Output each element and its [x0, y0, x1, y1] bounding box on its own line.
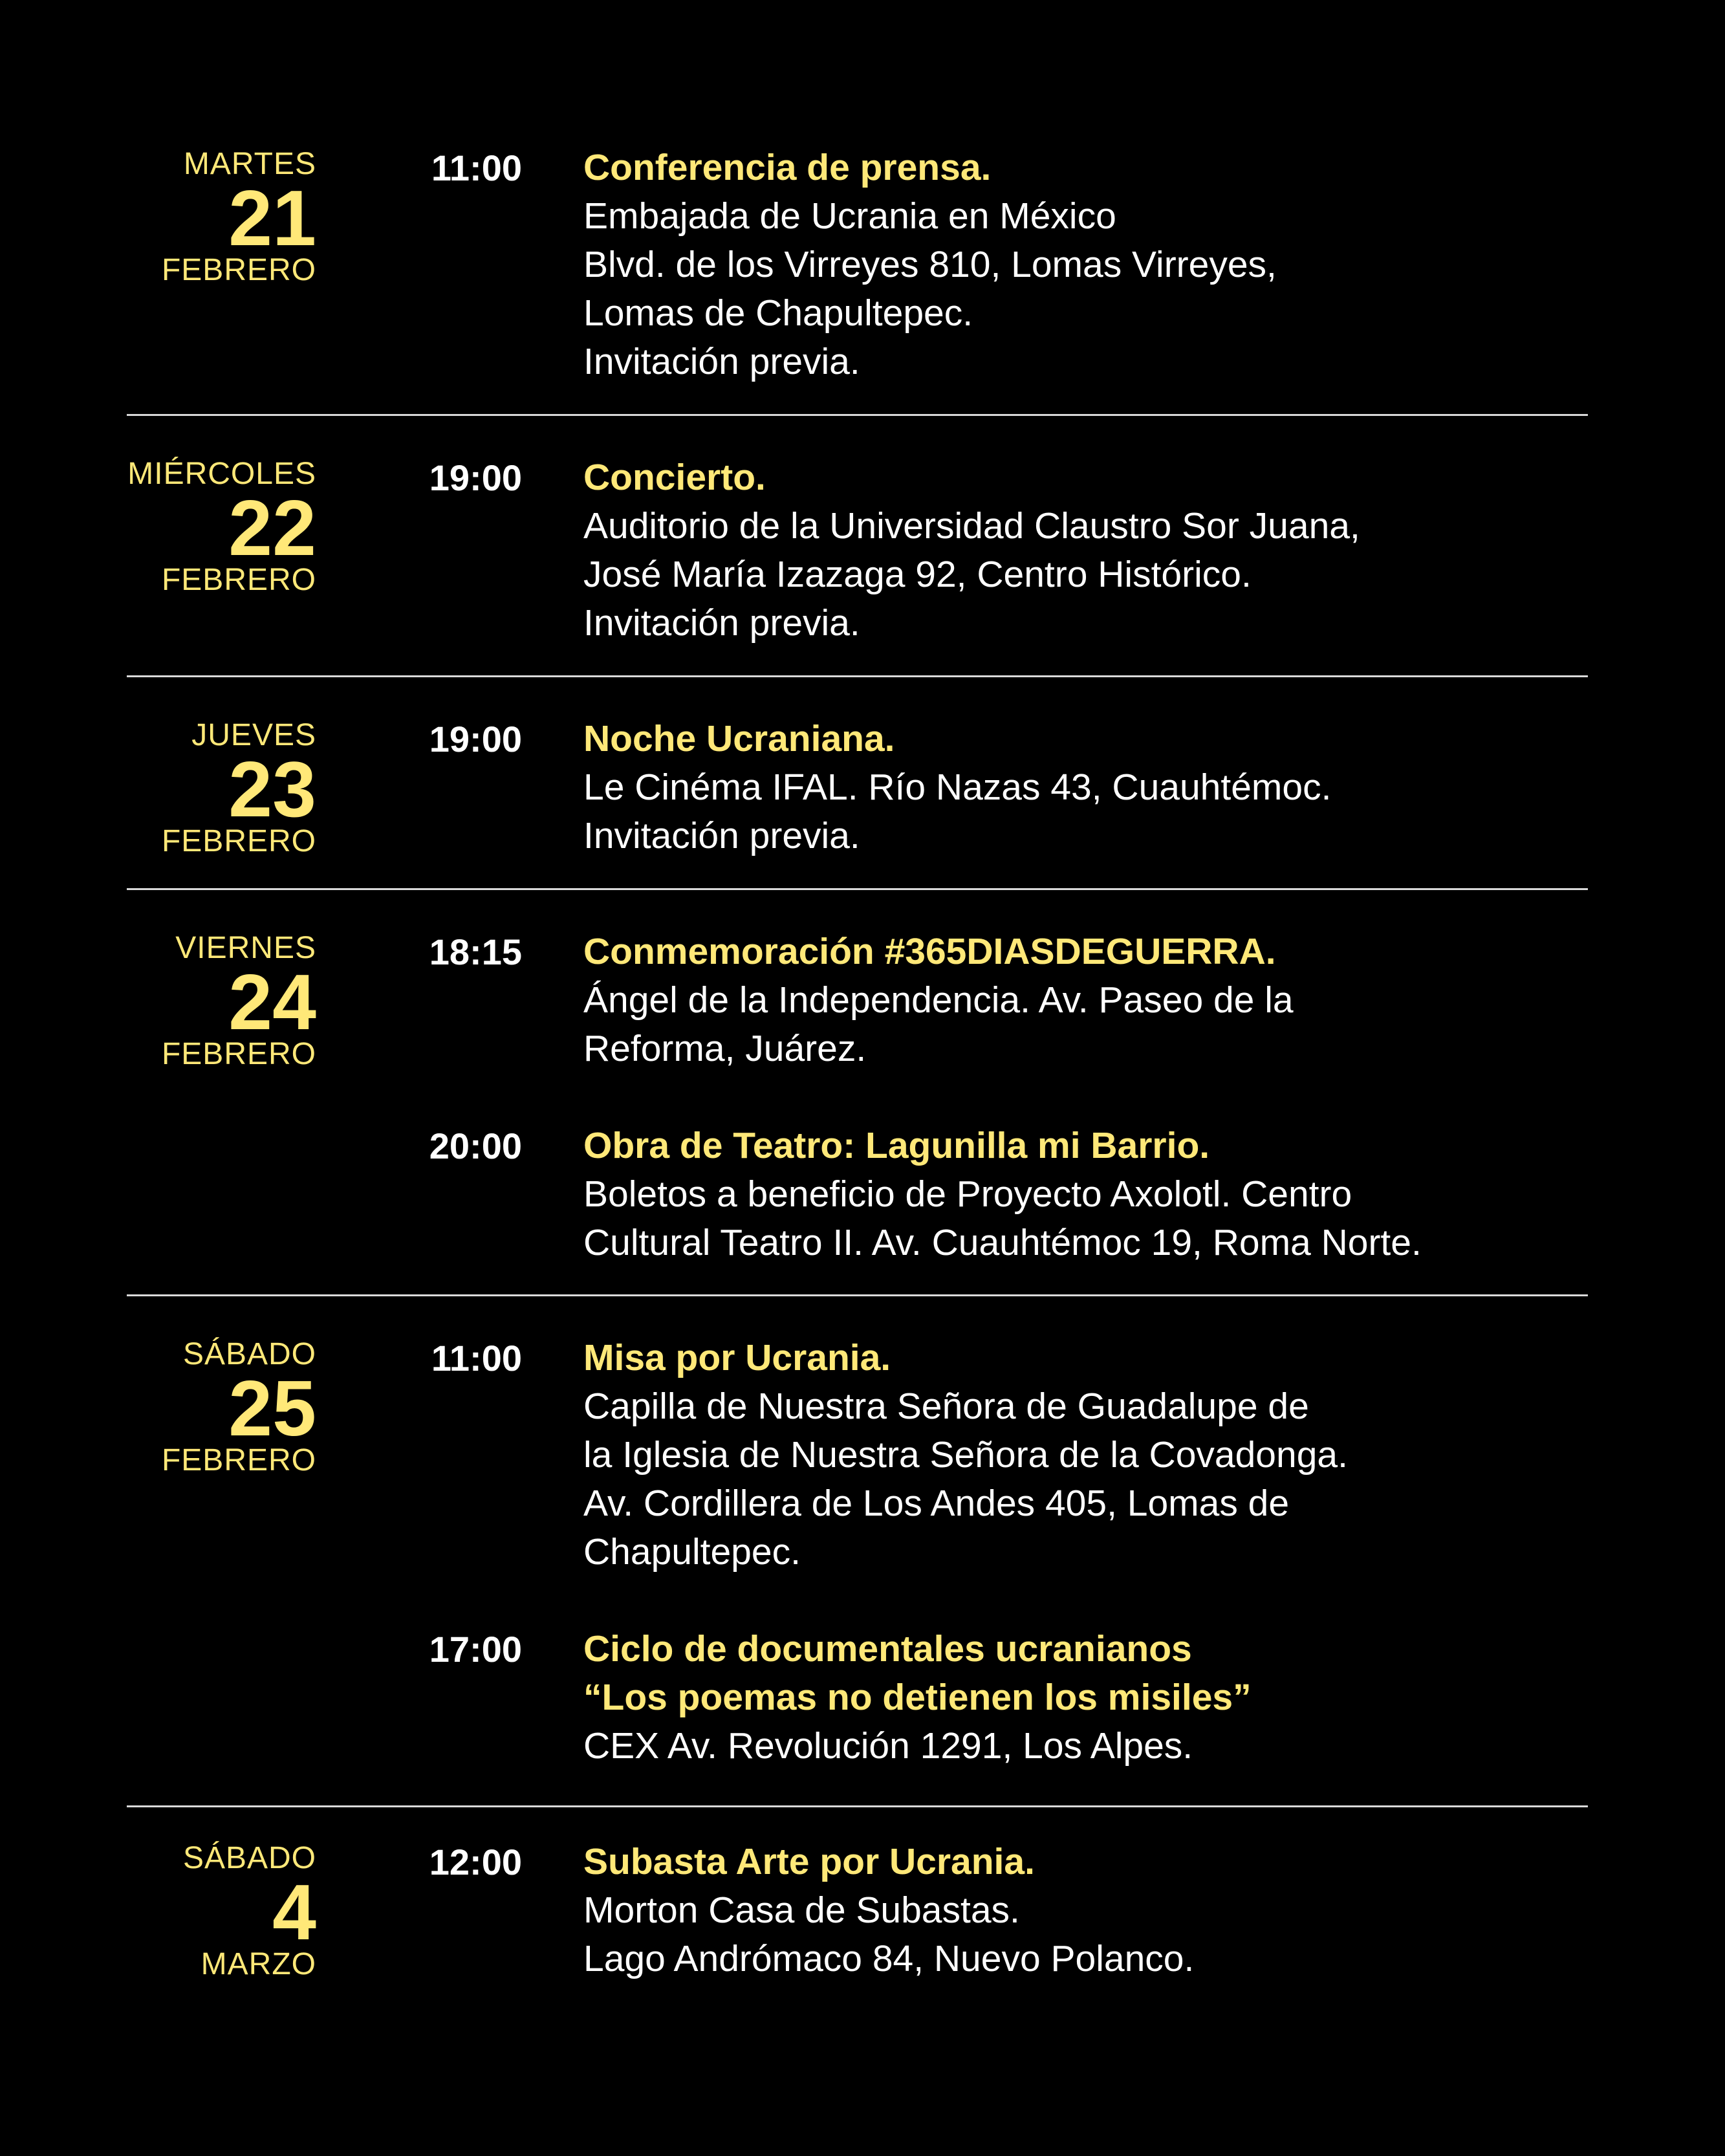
divider [127, 1805, 1588, 1807]
event-detail-line: Lago Andrómaco 84, Nuevo Polanco. [583, 1938, 1195, 1979]
event-title: Concierto. [583, 457, 766, 498]
weekday-label: SÁBADO [182, 1841, 316, 1875]
divider [127, 1294, 1588, 1296]
event-detail-line: Le Cinéma IFAL. Río Nazas 43, Cuauhtémoc. [583, 767, 1332, 808]
event-detail-line: Morton Casa de Subastas. [583, 1889, 1020, 1931]
day-number: 22 [228, 484, 316, 572]
event-detail-line: Invitación previa. [583, 602, 860, 644]
date-block [162, 149, 316, 286]
month-label: FEBRERO [161, 824, 316, 858]
event-title: Subasta Arte por Ucrania. [583, 1841, 1035, 1882]
event-title: Ciclo de documentales ucranianos [583, 1628, 1192, 1670]
event-detail-line: Chapultepec. [583, 1531, 801, 1573]
event-detail-line: Cultural Teatro II. Av. Cuauhtémoc 19, Roma Norte. [583, 1222, 1422, 1263]
event-title: Noche Ucraniana. [583, 718, 895, 759]
month-label: FEBRERO [161, 1443, 316, 1477]
month-label: FEBRERO [161, 563, 316, 597]
event-time: 17:00 [429, 1629, 522, 1670]
event-title-line-2: “Los poemas no detienen los misiles” [583, 1677, 1252, 1718]
event-detail-line: Invitación previa. [583, 815, 860, 856]
event-title: Conferencia de prensa. [583, 147, 992, 188]
date-block [183, 1843, 316, 1980]
event-detail-line: CEX Av. Revolución 1291, Los Alpes. [583, 1725, 1193, 1767]
event-detail-line: Ángel de la Independencia. Av. Paseo de la [583, 979, 1294, 1021]
day-number: 4 [272, 1868, 316, 1956]
event-detail-line: Capilla de Nuestra Señora de Guadalupe de [583, 1386, 1309, 1427]
event-title: Obra de Teatro: Lagunilla mi Barrio. [583, 1125, 1210, 1166]
day-number: 23 [228, 745, 316, 833]
event-detail-line: Auditorio de la Universidad Claustro Sor Juana, [583, 505, 1360, 547]
event-time: 11:00 [431, 147, 522, 188]
month-label: FEBRERO [161, 1037, 316, 1071]
divider [127, 888, 1588, 890]
event-detail-line: Reforma, Juárez. [583, 1028, 867, 1069]
day-number: 21 [228, 174, 316, 262]
event-time: 18:15 [429, 931, 522, 972]
event-time: 11:00 [431, 1338, 522, 1378]
day-number: 24 [228, 958, 316, 1046]
month-label: FEBRERO [161, 253, 316, 287]
event-time: 19:00 [429, 457, 522, 498]
divider [127, 675, 1588, 677]
date-block [162, 933, 316, 1070]
event-detail-line: Boletos a beneficio de Proyecto Axolotl. Centro [583, 1173, 1352, 1215]
date-block [127, 459, 316, 596]
event-time: 19:00 [429, 719, 522, 759]
date-block [162, 720, 316, 857]
weekday-label: VIERNES [175, 931, 316, 965]
event-detail-line: Av. Cordillera de Los Andes 405, Lomas de [583, 1483, 1290, 1524]
event-detail-line: Embajada de Ucrania en México [583, 195, 1116, 237]
event-title: Misa por Ucrania. [583, 1337, 891, 1378]
event-time: 20:00 [429, 1126, 522, 1166]
month-label: MARZO [201, 1947, 316, 1981]
weekday-label: SÁBADO [182, 1337, 316, 1371]
event-detail-line: la Iglesia de Nuestra Señora de la Covadonga. [583, 1434, 1348, 1475]
event-time: 12:00 [429, 1842, 522, 1882]
event-detail-line: José María Izazaga 92, Centro Histórico. [583, 554, 1252, 595]
event-title: Conmemoración #365DIASDEGUERRA. [583, 931, 1276, 972]
event-detail-line: Blvd. de los Virreyes 810, Lomas Virreyes, [583, 244, 1277, 285]
divider [127, 414, 1588, 416]
event-detail-line: Invitación previa. [583, 341, 860, 382]
weekday-label: MIÉRCOLES [127, 457, 316, 491]
weekday-label: MARTES [183, 147, 316, 181]
event-detail-line: Lomas de Chapultepec. [583, 292, 973, 334]
day-number: 25 [228, 1364, 316, 1452]
weekday-label: JUEVES [191, 718, 316, 752]
date-block [162, 1339, 316, 1476]
